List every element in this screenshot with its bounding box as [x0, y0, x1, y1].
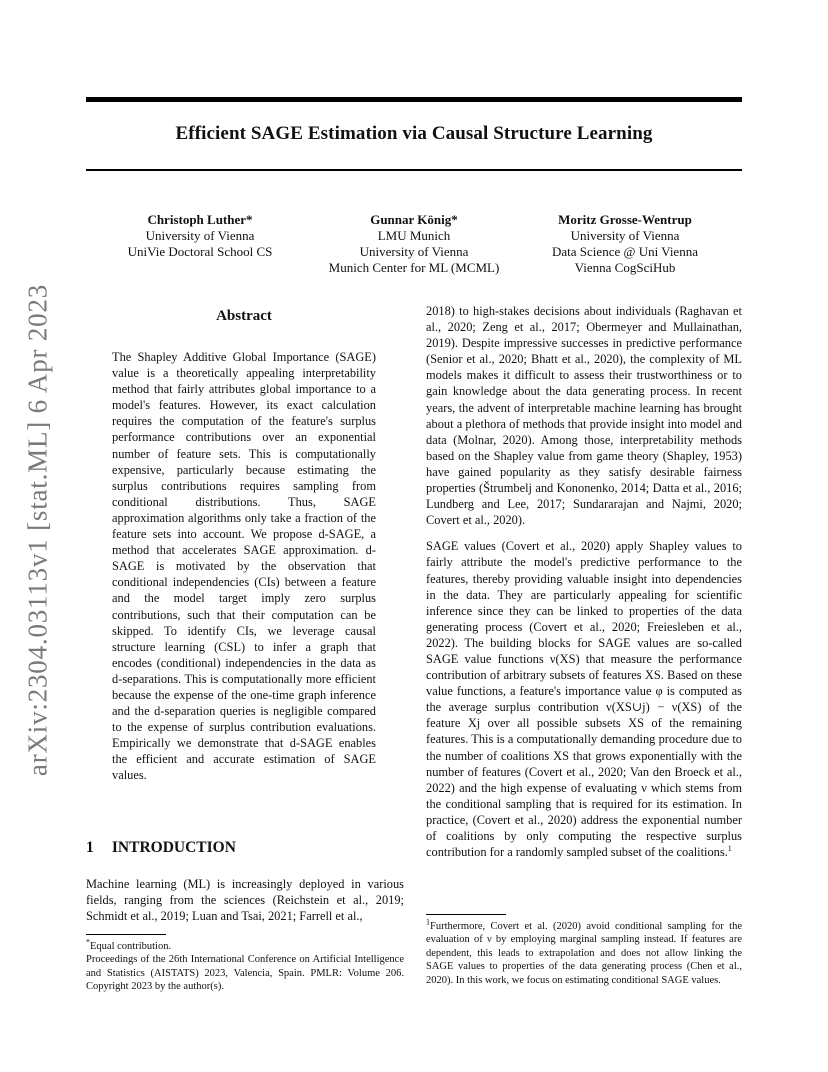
footnote-right: [426, 917, 742, 987]
section-title: INTRODUCTION: [111, 839, 236, 856]
author-name: Gunnar König*: [370, 212, 458, 227]
author-affiliation: Data Science @ Uni Vienna: [552, 244, 698, 259]
author-name: Moritz Grosse-Wentrup: [558, 212, 692, 227]
title-bottom-rule: [86, 169, 742, 171]
equal-contribution-note: Equal contribution.: [90, 941, 172, 952]
title-top-rule: [86, 97, 742, 102]
author-affiliation: Vienna CogSciHub: [574, 260, 676, 275]
intro-paragraph-text: SAGE values (Covert et al., 2020) apply Shapley values to fairly attribute the model's predictive performance to the features, thereby providing valuable insight into dependencies in the data. They are particularly appealing for scientific inference since they can be linked to properties of the data generating process (Covert et al., 2020; Freiesleben et al., 2022). The building blocks for SAGE values are so-called SAGE value functions ν(XS) that measure the performance contribution of arbitrary subsets of features XS. Based on these value functions, a feature's importance value φ is computed as the average surplus contribution ν(XS∪j) − ν(XS) of the feature Xj over all possible subsets XS of the remaining features. This is a computationally demanding procedure due to the number of coalitions XS that grows exponentially with the number of features (Covert et al., 2020; Van den Broeck et al., 2022) and the high expense of evaluating ν which stems from the conditional sampling that is required for its estimation. In practice, (Covert et al., 2020) address the exponential number of coalitions by only computing the respective surplus contribution for a randomly sampled subset of the coalitions.: [426, 539, 742, 860]
author-affiliation: UniVie Doctoral School CS: [127, 244, 273, 259]
author-affiliation: Munich Center for ML (MCML): [328, 260, 500, 275]
author-block: [100, 212, 728, 282]
abstract-heading: Abstract: [216, 308, 272, 324]
proceedings-note: Proceedings of the 26th International Conference on Artificial Intelligence and Statistics (AISTATS) 2023, Valencia, Spain. PMLR: Volume 206. Copyright 2023 by the author(s).: [86, 954, 404, 993]
intro-left-text: Machine learning (ML) is increasingly deployed in various fields, ranging from the sciences (Reichstein et al., 2019; Schmidt et al., 2019; Luan and Tsai, 2021; Farrell et al.,: [86, 877, 404, 924]
author-affiliation: LMU Munich: [377, 228, 451, 243]
author-affiliation: University of Vienna: [570, 228, 680, 243]
author-3: [520, 212, 730, 276]
section-heading: [86, 839, 236, 857]
intro-paragraph-sage: [426, 538, 742, 860]
footnotes-left: *Equal contribution. Proceedings of the 26th International Conference on Artificial Intelligence and Statistics (AISTATS) 2023, Valencia, Spain. PMLR: Volume 206. Copyright 2023 by the author(s).: [86, 937, 404, 993]
author-2: [314, 212, 514, 276]
intro-paragraph: 2018) to high-stakes decisions about individuals (Raghavan et al., 2020; Zeng et al., 2017; Obermeyer and Mullainathan, 2019). Despite impressive successes in predictive performance (Senior et al., 2020; Bhatt et al., 2020), the complexity of ML models makes it difficult to assess their trustworthiness or to gain knowledge about the data generating process. In recent years, the advent of interpretable machine learning has brought about a plethora of methods that provide insight into model and data (Molnar, 2020). Among those, interpretability methods based on the Shapley value from game theory (Shapley, 1953) have gained popularity as they satisfy desirable fairness properties (Štrumbelj and Kononenko, 2014; Datta et al., 2016; Lundberg and Lee, 2017; Sundararajan and Najmi, 2020; Covert et al., 2020).: [426, 304, 742, 528]
footnote-rule-right: [426, 914, 506, 915]
footnote-marker: 1: [727, 843, 732, 853]
intro-right-column: [426, 303, 742, 870]
arxiv-identifier: arXiv:2304.03113v1 [stat.ML] 6 Apr 2023: [22, 283, 53, 777]
footnote-rule: [86, 934, 166, 935]
author-1: [100, 212, 300, 260]
section-number: 1: [86, 839, 94, 856]
author-affiliation: University of Vienna: [145, 228, 255, 243]
abstract-text: The Shapley Additive Global Importance (SAGE) value is a theoretically appealing interpretability method that fairly attributes global importance to a model's features. However, its exact calculation requires the computation of the feature's surplus performance contributions over an exponential number of feature sets. This is computationally expensive, particularly because estimating the surplus contributions requires sampling from conditional distributions. Thus, SAGE approximation algorithms only take a fraction of the feature sets into account. We propose d-SAGE, a method that accelerates SAGE approximation. d-SAGE is motivated by the observation that conditional independencies (CIs) between a feature and the model target imply zero surplus contributions, such that their computation can be skipped. To identify CIs, we leverage causal structure learning (CSL) to infer a graph that encodes (conditional) independencies in the data as d-separations. This is computationally more efficient because the expense of the one-time graph inference and the d-separation queries is negligible compared to the expense of surplus contribution evaluations. Empirically we demonstrate that d-SAGE enables the efficient and accurate estimation of SAGE values.: [112, 350, 376, 783]
footnote-text: Furthermore, Covert et al. (2020) avoid conditional sampling for the evaluation of ν by employing marginal sampling instead. If features are dependent, this leads to extrapolation and does not allow linking the SAGE values to properties of the data generating process (Chen et al., 2020). In this work, we focus on estimating conditional SAGE values.: [426, 921, 742, 986]
author-affiliation: University of Vienna: [359, 244, 469, 259]
paper-title: Efficient SAGE Estimation via Causal Structure Learning: [175, 123, 653, 144]
footnote-number: 1: [426, 917, 430, 927]
author-name: Christoph Luther*: [147, 212, 253, 227]
